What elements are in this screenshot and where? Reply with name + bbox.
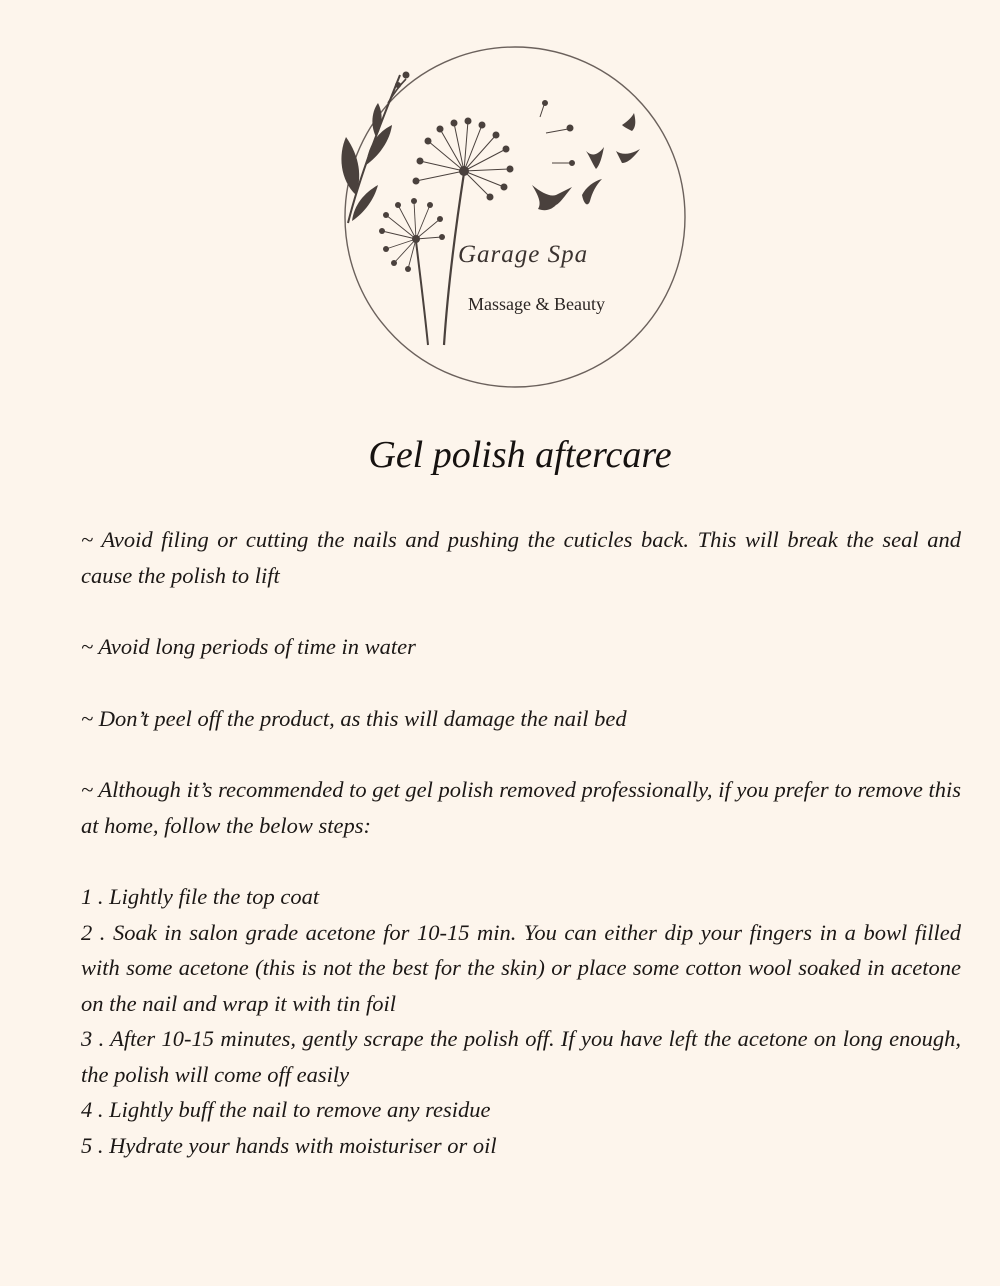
list-item: 5 . Hydrate your hands with moisturiser or oil [81,1132,497,1158]
dandelion-birds-emblem-icon [320,45,700,395]
garage-spa-logo [320,45,700,395]
aftercare-instructions [81,522,961,1163]
list-item: 1 . Lightly file the top coat [81,884,320,909]
instruction-paragraph: ~ Avoid filing or cutting the nails and pushing the cuticles back. This will break the seal and cause the polish to lift [81,527,961,588]
brand-script-name: Garage Spa [458,241,589,268]
removal-steps-list [81,879,961,1163]
list-item: 4 . Lightly buff the nail to remove any residue [81,1097,491,1122]
page-title: Gel polish aftercare [368,434,672,476]
instruction-paragraph: ~ Don’t peel off the product, as this will damage the nail bed [81,705,627,731]
list-item: 3 . After 10-15 minutes, gently scrape the polish off. If you have left the acetone on long enough, the polish will come off easily [81,1026,961,1087]
brand-tagline: Massage & Beauty [468,294,605,314]
instruction-paragraph: ~ Although it’s recommended to get gel polish removed professionally, if you prefer to remove this at home, follow the below steps: [81,777,961,838]
instruction-paragraph: ~ Avoid long periods of time in water [81,634,416,659]
list-item: 2 . Soak in salon grade acetone for 10-15 min. You can either dip your fingers in a bowl filled with some acetone (this is not the best for the skin) or place some cotton wool soaked in acetone on the nail and wrap it with tin foil [81,919,961,1016]
